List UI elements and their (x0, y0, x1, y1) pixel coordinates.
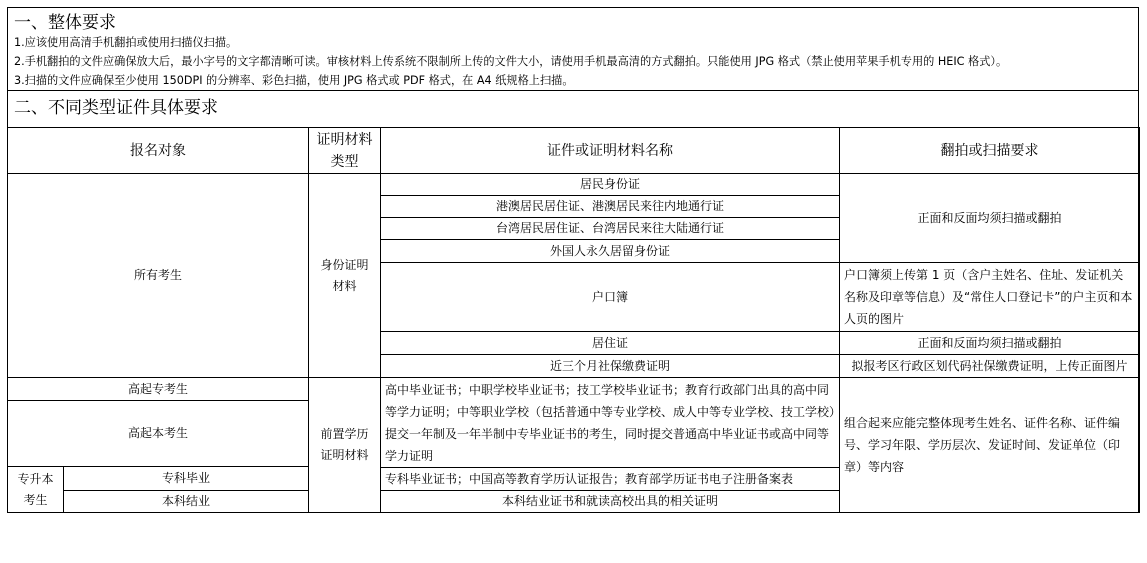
type-edu-materials: 前置学历证明材料 (309, 378, 381, 513)
req-hukou: 户口簿须上传第 1 页（含户主姓名、住址、发证机关名称及印章等信息）及“常住人口登记卡”的户主页和本人页的图片 (840, 263, 1140, 332)
header-target: 报名对象 (8, 128, 309, 174)
table-row (8, 378, 1140, 401)
req-front-back: 正面和反面均须扫描或翻拍 (840, 174, 1140, 263)
item-foreigner-id: 外国人永久居留身份证 (381, 240, 840, 263)
item-social-security: 近三个月社保缴费证明 (381, 355, 840, 378)
item-taiwan-permit: 台湾居民居住证、台湾居民来往大陆通行证 (381, 218, 840, 240)
general-rules (8, 33, 1138, 90)
rule-3: 3.扫描的文件应确保至少使用 150DPI 的分辨率、彩色扫描，使用 JPG 格式或 PDF 格式，在 A4 纸规格上扫描。 (14, 74, 574, 87)
rule-2: 2.手机翻拍的文件应确保放大后，最小字号的文字都清晰可读。审核材料上传系统不限制所上传的文件大小，请使用手机最高清的方式翻拍。只能使用 JPG 格式（禁止使用苹果手机专用的 HEIC 格式）。 (14, 55, 1008, 68)
target-gqb: 高起本考生 (8, 401, 309, 467)
req-social-security: 拟报考区行政区划代码社保缴费证明，上传正面图片 (840, 355, 1140, 378)
table-header-row (8, 128, 1140, 174)
section2-title: 二、不同类型证件具体要求 (8, 90, 1138, 127)
document-requirements-table (7, 127, 1140, 513)
target-all-candidates: 所有考生 (8, 174, 309, 378)
item-hk-macao-permit: 港澳居民居住证、港澳居民来往内地通行证 (381, 196, 840, 218)
type-id-materials: 身份证明材料 (309, 174, 381, 378)
item-resident-id: 居民身份证 (381, 174, 840, 196)
req-education: 组合起来应能完整体现考生姓名、证件名称、证件编号、学习年限、学历层次、发证时间、发证单位（印章）等内容 (840, 378, 1140, 513)
section1-title: 一、整体要求 (14, 13, 116, 33)
target-gqz: 高起专考生 (8, 378, 309, 401)
header-name: 证件或证明材料名称 (381, 128, 840, 174)
item-residence-permit: 居住证 (381, 332, 840, 355)
target-zsb: 专升本考生 (8, 467, 64, 513)
item-hukou: 户口簿 (381, 263, 840, 332)
target-zkby: 专科毕业 (64, 467, 309, 491)
rule-1: 1.应该使用高清手机翻拍或使用扫描仪扫描。 (14, 36, 238, 49)
table-row (8, 174, 1140, 196)
target-bkjy: 本科结业 (64, 491, 309, 513)
header-req: 翻拍或扫描要求 (840, 128, 1140, 174)
header-type: 证明材料类型 (309, 128, 381, 174)
requirements-document (7, 7, 1139, 513)
item-bachelor-incomplete: 本科结业证书和就读高校出具的相关证明 (381, 491, 840, 513)
item-college: 专科毕业证书；中国高等教育学历认证报告；教育部学历证书电子注册备案表 (381, 468, 840, 491)
item-highschool: 高中毕业证书；中职学校毕业证书；技工学校毕业证书；教育行政部门出具的高中同等学力证明；中等职业学校（包括普通中等专业学校、成人中等专业学校、技工学校）提交一年制及一年半制中专毕业证书的考生，同时提交普通高中毕业证书或高中同等学力证明 (381, 378, 840, 468)
req-residence: 正面和反面均须扫描或翻拍 (840, 332, 1140, 355)
